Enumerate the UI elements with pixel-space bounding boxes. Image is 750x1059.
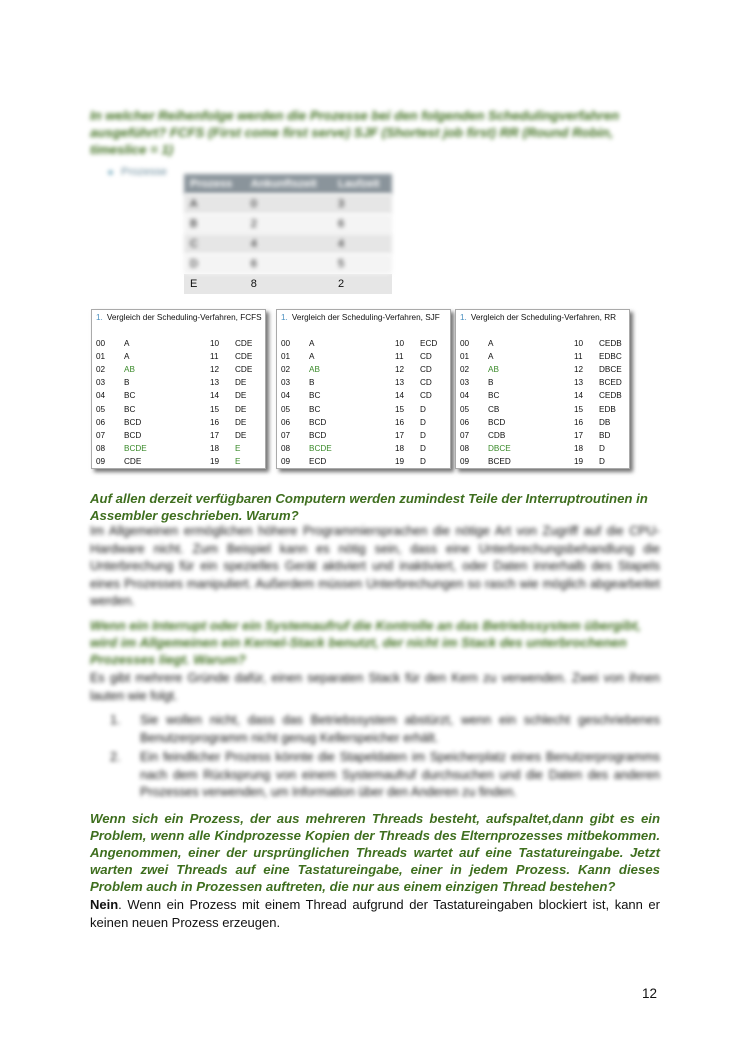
schedule-cell: DB xyxy=(599,417,611,427)
schedule-cell: A xyxy=(488,352,494,362)
schedule-cell: 08 xyxy=(460,443,470,453)
list-item xyxy=(110,749,660,802)
table-cell: B xyxy=(184,214,245,234)
table-cell: 2 xyxy=(332,274,392,294)
schedule-row xyxy=(456,365,629,378)
schedule-cell: 17 xyxy=(395,430,405,440)
list-text: Sie wollen nicht, dass das Betriebssystem abstürzt, wenn ein schlecht geschriebenes Benutzerprogramm nicht genug Kellerspeicher erhält. xyxy=(140,713,660,745)
schedule-cell: 10 xyxy=(395,339,405,348)
schedule-cell: 19 xyxy=(395,456,405,466)
schedule-cell: 02 xyxy=(281,365,291,375)
schedule-cell: EDB xyxy=(599,404,616,414)
table-row xyxy=(184,274,392,294)
schedule-cell: 09 xyxy=(460,456,470,466)
schedule-cell: 19 xyxy=(574,456,584,466)
schedule-cell: 08 xyxy=(96,443,106,453)
list-number: 1. xyxy=(110,713,121,727)
schedule-row xyxy=(277,457,450,469)
schedule-cell: 12 xyxy=(395,365,405,375)
schedule-cell: 02 xyxy=(96,365,106,375)
schedule-cell: D xyxy=(420,417,426,427)
schedule-cell: 04 xyxy=(460,391,470,401)
list-item xyxy=(110,712,660,747)
schedule-row xyxy=(456,431,629,444)
schedule-cell: BCD xyxy=(124,430,142,440)
schedule-cell: A xyxy=(488,339,494,348)
schedule-cell: B xyxy=(309,378,315,388)
schedule-row xyxy=(277,418,450,431)
schedule-cell: BCD xyxy=(488,417,506,427)
schedule-cell: CD xyxy=(420,391,432,401)
schedule-cell: 14 xyxy=(574,391,584,401)
schedule-cell: 04 xyxy=(96,391,106,401)
schedule-cell: BCD xyxy=(309,417,327,427)
schedule-cell: E xyxy=(235,456,241,466)
schedule-box-rr xyxy=(455,309,630,469)
schedule-cell: 16 xyxy=(395,417,405,427)
reasons-list xyxy=(110,712,660,804)
answer-kernel-stack: Es gibt mehrere Gründe dafür, einen separaten Stack für den Kern zu verwenden. Zwei von ihnen lauten wie folgt. xyxy=(90,671,660,703)
schedule-cell: D xyxy=(420,430,426,440)
table-row xyxy=(184,254,392,274)
header-cell: Laufzeit xyxy=(332,174,392,194)
schedule-cell: DBCE xyxy=(488,443,511,453)
schedule-cell: D xyxy=(420,456,426,466)
schedule-cell: D xyxy=(420,404,426,414)
header-cell: Prozess xyxy=(184,174,245,194)
schedule-cell: BC xyxy=(488,391,500,401)
schedule-cell: DE xyxy=(235,417,247,427)
schedule-title-number: 1. xyxy=(281,313,288,322)
schedule-cell: 00 xyxy=(460,339,470,348)
schedule-cell: 15 xyxy=(574,404,584,414)
schedule-cell: 05 xyxy=(281,404,291,414)
schedule-cell: DE xyxy=(235,391,247,401)
schedule-cell: A xyxy=(124,339,130,348)
schedule-cell: DE xyxy=(235,378,247,388)
schedule-cell: 19 xyxy=(210,456,220,466)
schedule-cell: CD xyxy=(420,378,432,388)
schedule-cell: 18 xyxy=(395,443,405,453)
schedule-cell: 12 xyxy=(210,365,220,375)
question-threads: Wenn sich ein Prozess, der aus mehreren Threads besteht, aufspaltet,dann gibt es ein Problem, wenn alle Kindprozesse Kopien der Threads des Elternprozesses mitbekommen. Angenommen, einer der ursprünglichen Threads wartet auf eine Tastatureingabe. Jetzt warten zwei Threads auf eine Tastatureingabe, einer in jedem Prozess. Kann dieses Problem auch in Prozessen auftreten, die nur aus einem einzigen Thread bestehen? xyxy=(90,811,660,894)
schedule-cell: 17 xyxy=(574,430,584,440)
schedule-title-number: 1. xyxy=(96,313,103,322)
schedule-cell: 05 xyxy=(460,404,470,414)
schedule-row xyxy=(92,378,265,391)
schedule-row xyxy=(277,391,450,404)
schedule-row xyxy=(92,391,265,404)
schedule-cell: 17 xyxy=(210,430,220,440)
schedule-row xyxy=(92,365,265,378)
schedule-cell: CDE xyxy=(235,339,253,348)
schedule-cell: A xyxy=(124,352,130,362)
schedule-cell: 09 xyxy=(281,456,291,466)
schedule-cell: 13 xyxy=(395,378,405,388)
table-row xyxy=(184,194,392,214)
table-cell: 3 xyxy=(332,194,392,214)
schedule-cell: ECD xyxy=(420,339,438,348)
schedule-row xyxy=(277,352,450,365)
schedule-row xyxy=(456,444,629,457)
schedule-row xyxy=(277,431,450,444)
schedule-cell: BD xyxy=(599,430,611,440)
schedule-cell: E xyxy=(235,443,241,453)
table-cell: 0 xyxy=(245,194,332,214)
schedule-row xyxy=(92,405,265,418)
schedule-cell: BCED xyxy=(599,378,622,388)
schedule-cell: DE xyxy=(235,404,247,414)
schedule-cell: 01 xyxy=(96,352,106,362)
question-kernel-stack: Wenn ein Interrupt oder ein Systemaufruf die Kontrolle an das Betriebssystem übergibt, wird im Allgemeinen ein Kernel-Stack benutzt, der nicht im Stack des unterbrochenen Prozesses liegt. Warum? xyxy=(90,618,641,667)
schedule-cell: 11 xyxy=(210,352,219,362)
schedule-cell: BC xyxy=(124,404,136,414)
schedule-cell: CB xyxy=(488,404,500,414)
schedule-cell: 06 xyxy=(460,417,470,427)
schedule-cell: AB xyxy=(309,365,320,375)
answer-threads xyxy=(90,896,660,931)
schedule-cell: B xyxy=(488,378,494,388)
schedule-title xyxy=(281,313,440,322)
schedule-cell: 10 xyxy=(210,339,220,348)
schedule-cell: 09 xyxy=(96,456,106,466)
schedule-cell: 08 xyxy=(281,443,291,453)
schedule-cell: 02 xyxy=(460,365,470,375)
schedule-cell: 16 xyxy=(574,417,584,427)
table-cell: E xyxy=(184,274,245,294)
schedule-cell: A xyxy=(309,339,315,348)
process-table xyxy=(184,174,392,294)
schedule-cell: DE xyxy=(235,430,247,440)
schedule-row xyxy=(277,444,450,457)
schedule-cell: 13 xyxy=(574,378,584,388)
answer-assembler: Im Allgemeinen ermöglichen höhere Programmiersprachen die nötige Art von Zugriff auf die CPU-Hardware nicht. Zum Beispiel kann es nötig sein, dass eine Unterbrechungsbehandlung die Unterbrechung für ein spezielles Gerät aktiviert und inaktiviert, oder Daten innerhalb des Stapels eines Prozesses manipuliert. Außerdem müssen Unterbrechungen so rasch wie möglich abgearbeitet werden. xyxy=(90,524,660,608)
schedule-cell: 18 xyxy=(210,443,220,453)
schedule-cell: 01 xyxy=(281,352,291,362)
process-table-header xyxy=(184,174,392,194)
schedule-cell: CDE xyxy=(235,352,253,362)
table-cell: 6 xyxy=(332,214,392,234)
schedule-cell: CDE xyxy=(124,456,142,466)
schedule-cell: 12 xyxy=(574,365,584,375)
schedule-title xyxy=(96,313,262,322)
schedule-cell: 05 xyxy=(96,404,106,414)
table-cell: 8 xyxy=(245,274,332,294)
schedule-cell: BCDE xyxy=(309,443,332,453)
schedule-title-text: Vergleich der Scheduling-Verfahren, FCFS xyxy=(106,313,262,322)
schedule-cell: D xyxy=(599,456,605,466)
schedule-cell: BCD xyxy=(124,417,142,427)
question-scheduling: In welcher Reihenfolge werden die Prozesse bei den folgenden Schedulingverfahren ausgeführt? FCFS (First come first serve) SJF (Shortest job first) RR (Round Robin, timeslice = 1) xyxy=(90,108,620,157)
schedule-cell: 16 xyxy=(210,417,220,427)
schedule-cell: B xyxy=(124,378,130,388)
schedule-cell: 11 xyxy=(395,352,404,362)
schedule-cell: BCED xyxy=(488,456,511,466)
schedule-cell: AB xyxy=(124,365,135,375)
schedule-cell: AB xyxy=(488,365,499,375)
table-row xyxy=(184,234,392,254)
schedule-cell: DBCE xyxy=(599,365,622,375)
schedule-row xyxy=(456,391,629,404)
schedule-title-text: Vergleich der Scheduling-Verfahren, SJF xyxy=(291,313,440,322)
schedule-cell: D xyxy=(420,443,426,453)
schedule-row xyxy=(456,352,629,365)
schedule-row xyxy=(456,418,629,431)
question-assembler: Auf allen derzeit verfügbaren Computern werden zumindest Teile der Interruptroutinen in Assembler geschrieben. Warum? xyxy=(90,491,648,523)
answer-text: . Wenn ein Prozess mit einem Thread aufgrund der Tastatureingaben blockiert ist, kann er keinen neuen Prozess erzeugen. xyxy=(90,897,660,930)
bullet-processes xyxy=(108,166,167,178)
table-cell: D xyxy=(184,254,245,274)
schedule-row xyxy=(92,418,265,431)
schedule-row xyxy=(456,457,629,469)
schedule-cell: 07 xyxy=(460,430,470,440)
schedule-cell: 11 xyxy=(574,352,583,362)
schedule-row xyxy=(277,405,450,418)
table-cell: A xyxy=(184,194,245,214)
schedule-row xyxy=(277,339,450,352)
schedule-cell: D xyxy=(599,443,605,453)
schedule-cell: 07 xyxy=(281,430,291,440)
schedule-cell: BC xyxy=(309,391,321,401)
table-cell: 2 xyxy=(245,214,332,234)
schedule-cell: 00 xyxy=(281,339,291,348)
schedule-cell: 01 xyxy=(460,352,470,362)
schedule-box-fcfs xyxy=(91,309,266,469)
schedule-cell: CEDB xyxy=(599,391,622,401)
schedule-row xyxy=(456,405,629,418)
header-cell: Ankunftszeit xyxy=(245,174,332,194)
schedule-cell: 04 xyxy=(281,391,291,401)
table-cell: 4 xyxy=(245,234,332,254)
answer-bold: Nein xyxy=(90,897,119,912)
table-cell: 5 xyxy=(332,254,392,274)
schedule-cell: 14 xyxy=(210,391,220,401)
schedule-row xyxy=(92,352,265,365)
table-row xyxy=(184,214,392,234)
schedule-row xyxy=(456,339,629,352)
schedule-cell: BC xyxy=(309,404,321,414)
schedule-cell: 00 xyxy=(96,339,106,348)
schedule-cell: BCDE xyxy=(124,443,147,453)
schedule-cell: CDB xyxy=(488,430,506,440)
schedule-row xyxy=(92,457,265,469)
schedule-row xyxy=(92,339,265,352)
schedule-cell: 03 xyxy=(96,378,106,388)
table-cell: 4 xyxy=(332,234,392,254)
schedule-cell: 15 xyxy=(210,404,220,414)
schedule-cell: CDE xyxy=(235,365,253,375)
schedule-cell: A xyxy=(309,352,315,362)
page-number: 12 xyxy=(642,986,658,1001)
schedule-cell: 13 xyxy=(210,378,220,388)
list-text: Ein feindlicher Prozess könnte die Stapeldaten im Speicherplatz eines Benutzerprogramms nach dem Rücksprung von einem Systemaufruf durchsuchen und die Daten des anderen Prozesses verwenden, um Information über den Anderen zu finden. xyxy=(140,750,660,799)
schedule-title xyxy=(460,313,616,322)
schedule-title-number: 1. xyxy=(460,313,467,322)
schedule-cell: 15 xyxy=(395,404,405,414)
schedule-cell: CD xyxy=(420,352,432,362)
bullet-icon xyxy=(108,170,113,175)
schedule-cell: CD xyxy=(420,365,432,375)
schedule-cell: 07 xyxy=(96,430,106,440)
schedule-box-sjf xyxy=(276,309,451,469)
schedule-cell: 03 xyxy=(460,378,470,388)
schedule-cell: 10 xyxy=(574,339,584,348)
schedule-cell: BCD xyxy=(309,430,327,440)
schedule-row xyxy=(92,431,265,444)
list-number: 2. xyxy=(110,750,121,764)
schedule-cell: ECD xyxy=(309,456,327,466)
schedule-row xyxy=(277,365,450,378)
schedule-row xyxy=(92,444,265,457)
bullet-label: Prozesse xyxy=(121,166,167,178)
schedule-cell: EDBC xyxy=(599,352,622,362)
schedule-cell: 18 xyxy=(574,443,584,453)
table-cell: C xyxy=(184,234,245,254)
schedule-cell: 03 xyxy=(281,378,291,388)
schedule-row xyxy=(277,378,450,391)
schedule-cell: CEDB xyxy=(599,339,622,348)
schedule-cell: 14 xyxy=(395,391,405,401)
schedule-cell: BC xyxy=(124,391,136,401)
schedule-cell: 06 xyxy=(96,417,106,427)
table-cell: 6 xyxy=(245,254,332,274)
schedule-cell: 06 xyxy=(281,417,291,427)
schedule-row xyxy=(456,378,629,391)
schedule-title-text: Vergleich der Scheduling-Verfahren, RR xyxy=(470,313,617,322)
